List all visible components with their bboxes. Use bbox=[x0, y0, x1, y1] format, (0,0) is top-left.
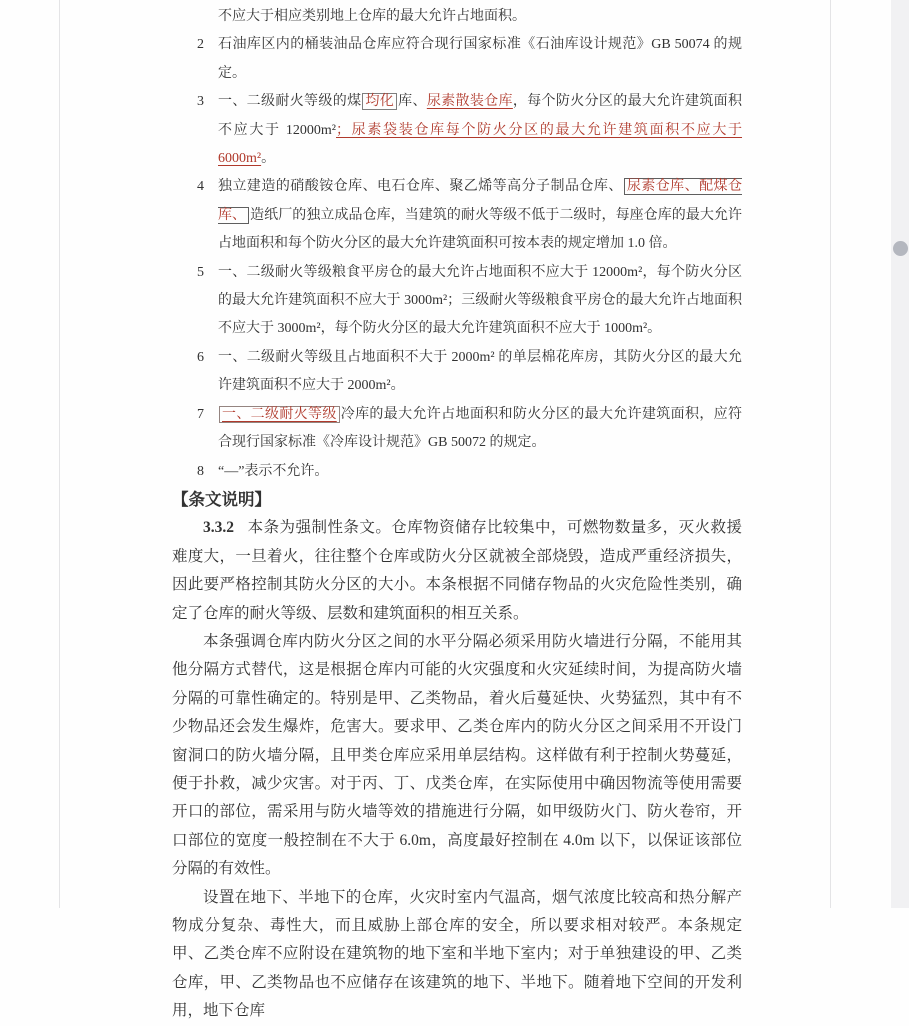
note-item-4 bbox=[197, 173, 742, 258]
note-text-segment: 库、 bbox=[398, 94, 427, 110]
scrollbar-thumb[interactable] bbox=[893, 241, 908, 256]
note-text bbox=[218, 173, 742, 258]
clause-explanation-section bbox=[172, 486, 742, 1026]
table-notes-list bbox=[197, 3, 742, 486]
explanation-heading: 【条文说明】 bbox=[172, 489, 271, 509]
note-number: 2 bbox=[197, 37, 204, 53]
explanation-paragraph-2: 本条强调仓库内防火分区之间的水平分隔必须采用防火墙进行分隔，不能用其他分隔方式替代，这是根据仓库内可能的火灾强度和火灾延续时间，为提高防火墙分隔的可靠性确定的。特别是甲、乙类物品，着火后蔓延快、火势猛烈，其中有不少物品还会发生爆炸，危害大。要求甲、乙类仓库内的防火分区之间采用不开设门窗洞口的防火墙分隔，且甲类仓库应采用单层结构。这样做有利于控制火势蔓延，便于扑救，减少灾害。对于丙、丁、戊类仓库，在实际使用中确因物流等使用需要开口的部位，需采用与防火墙等效的措施进行分隔，如甲级防火门、防火卷帘，开口部位的宽度一般控制在不大于 6.0m，高度最好控制在 4.0m 以下，以保证该部位分隔的有效性。 bbox=[172, 632, 742, 878]
revision-underline-urea-bagged: ；尿素袋装仓库每个防火分区的最大允许建筑面积不应大于 6000m² bbox=[218, 122, 743, 167]
revision-underline-urea-bulk: 尿素散装仓库 bbox=[426, 94, 513, 110]
note-text: 石油库区内的桶装油品仓库应符合现行国家标准《石油库设计规范》GB 50074 的规定。 bbox=[218, 37, 742, 81]
note-number: 4 bbox=[197, 179, 204, 195]
note-text-segment: 独立建造的硝酸铵仓库、电石仓库、聚乙烯等高分子制品仓库、 bbox=[218, 179, 623, 195]
note-number: 6 bbox=[197, 349, 204, 365]
note-text: “—”表示不允许。 bbox=[218, 463, 329, 479]
note-text: 一、二级耐火等级粮食平房仓的最大允许占地面积不应大于 12000m²，每个防火分区的最大允许建筑面积不应大于 3000m²；三级耐火等级粮食平房仓的最大允许占地面积不应大于 3000m²，每个防火分区的最大允许建筑面积不应大于 1000m²。 bbox=[218, 264, 742, 337]
note-text-segment: 造纸厂的独立成品仓库，当建筑的耐火等级不低于二级时，每座仓库的最大允许占地面积和每个防火分区的最大允许建筑面积可按本表的规定增加 1.0 倍。 bbox=[218, 207, 743, 252]
note-text-segment: 一、二级耐火等级的煤 bbox=[218, 94, 362, 110]
note-text-segment: ，每个防火分区的最大允许建筑面积不应大于 12000m² bbox=[218, 94, 743, 138]
explanation-paragraph-3: 设置在地下、半地下的仓库，火灾时室内气温高，烟气浓度比较高和热分解产物成分复杂、毒性大，而且威胁上部仓库的安全，所以要求相对较严。本条规定甲、乙类仓库不应附设在建筑物的地下室和半地下室内；对于单独建设的甲、乙类仓库，甲、乙类物品也不应储存在该建筑的地下、半地下。随着地下空间的开发利用，地下仓库 bbox=[172, 888, 742, 1020]
note-item-8 bbox=[197, 458, 742, 486]
page-right-border bbox=[830, 0, 831, 908]
note-text bbox=[218, 401, 742, 458]
revision-box-urea-coal-warehouse: 尿素仓库、配煤仓库、 bbox=[218, 179, 743, 223]
note-number: 8 bbox=[197, 463, 204, 479]
note-number bbox=[197, 3, 218, 31]
explanation-paragraph-text: 本条为强制性条文。仓库物资储存比较集中，可燃物数量多，灭火救援难度大，一旦着火，往往整个仓库或防火分区就被全部烧毁，造成严重经济损失，因此要严格控制其防火分区的大小。本条根据不同储存物品的火灾危险性类别，确定了仓库的耐火等级、层数和建筑面积的相互关系。 bbox=[172, 519, 742, 622]
document-page bbox=[172, 3, 742, 1026]
note-text bbox=[218, 88, 742, 173]
note-number: 3 bbox=[197, 94, 204, 110]
page-left-border bbox=[59, 0, 60, 908]
clause-number: 3.3.2 bbox=[203, 519, 234, 537]
note-item-7 bbox=[197, 401, 742, 458]
note-item-6 bbox=[197, 344, 742, 401]
note-item-3 bbox=[197, 88, 742, 173]
revision-box-fire-resistance-grade: 一、二级耐火等级 bbox=[219, 406, 340, 423]
note-text-segment: 。 bbox=[261, 151, 276, 167]
revision-box-coal-blending: 均化 bbox=[362, 93, 397, 110]
note-item-5 bbox=[197, 259, 742, 344]
note-text-segment: 冷库的最大允许占地面积和防火分区的最大允许建筑面积，应符合现行国家标准《冷库设计规范》GB 50072 的规定。 bbox=[218, 406, 743, 451]
explanation-paragraph-1 bbox=[172, 514, 742, 628]
note-number: 7 bbox=[197, 406, 204, 422]
note-text: 一、二级耐火等级且占地面积不大于 2000m² 的单层棉花库房，其防火分区的最大允许建筑面积不应大于 2000m²。 bbox=[218, 349, 742, 394]
note-text: 不应大于相应类别地上仓库的最大允许占地面积。 bbox=[218, 9, 526, 24]
note-intro-line bbox=[197, 3, 742, 31]
scrollbar-track[interactable] bbox=[891, 0, 909, 908]
note-number: 5 bbox=[197, 264, 204, 280]
note-item-2 bbox=[197, 31, 742, 88]
